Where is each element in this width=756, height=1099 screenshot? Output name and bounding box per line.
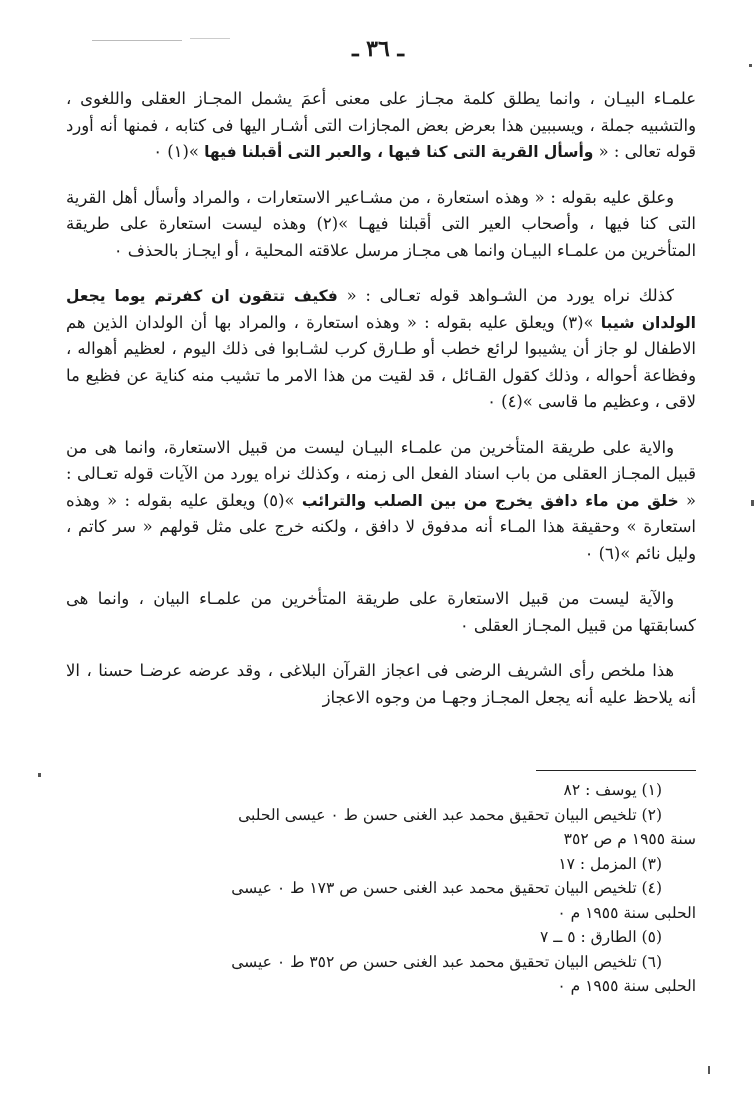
- footnote-separator: [536, 770, 696, 771]
- paragraph: [66, 185, 696, 265]
- footnote: (٦) تلخيص البيان تحقيق محمد عبد الغنى حسن ص ٣٥٢ ط ٠ عيسى: [231, 952, 662, 971]
- paragraph-text: »(٣) ويعلق عليه بقوله : « وهذه استعارة ، والمراد بها أن الولدان الذين هم الاطفال لو جاز أن يشيبوا لرائع خطب أو طـارق كرب لشـابوا فى ذلك اليوم ، لعظيم أهواله ، وفظاعة أحواله ، وذلك كقول القـائل ، قد لقيت من هذا الامر ما تشيب منه كناية عن فظيع ما لاقى ، وعظيم ما قاسى »(٤) ٠: [66, 312, 696, 411]
- scan-speck: [749, 64, 752, 67]
- page-number: ـ ٣٦ ـ: [352, 36, 404, 62]
- paragraph-text: وعلق عليه بقوله : « وهذه استعارة ، من مشـاعير الاستعارات ، والمراد وأسأل أهل القرية التى كنا فيها ، وأصحاب العير التى أقبلنا فيهـا »(٢) وهذه ليست استعارة على طريقة المتأخرين من علمـاء البيـان وانما هى مجـاز مرسل علاقته المحلية ، أو ايجـاز بالحذف ٠: [66, 187, 696, 260]
- footnote: (٤) تلخيص البيان تحقيق محمد عبد الغنى حسن ص ١٧٣ ط ٠ عيسى: [231, 879, 662, 897]
- paragraph-text: »(١) ٠: [153, 142, 205, 161]
- quran-verse: فكيف تتقون ان كفرتم يوما يجعل الولدان شيبا: [66, 287, 696, 332]
- footnote: (١) يوسف : ٨٢: [563, 781, 662, 799]
- paragraph-text: علمـاء البيـان ، وانما يطلق كلمة مجـاز على معنى أعمَ يشمل المجـاز العقلى واللغوى ، والتشبيه جملة ، ويسببين هذا بعرض بعض المجازات التى أشـار اليها فى كتابه ، فمنها أنه أورد قوله تعالى : «: [66, 89, 696, 161]
- footnote-continuation: الحلبى سنة ١٩٥٥ م ٠: [557, 977, 696, 995]
- paragraph: [66, 586, 696, 639]
- scan-speck: [38, 773, 41, 777]
- paragraph-text: والآية ليست من قبيل الاستعارة على طريقة المتأخرين من علمـاء البيان ، وانما هى كسابقتها من قبيل المجـاز العقلى ٠: [66, 589, 696, 635]
- paragraph: [66, 86, 696, 166]
- footnote: (٥) الطارق : ٥ ــ ٧: [539, 928, 662, 946]
- footnote-continuation: سنة ١٩٥٥ م ص ٣٥٢: [563, 830, 696, 848]
- scan-speck: [708, 1066, 710, 1074]
- paragraph-text: »(٥) ويعلق عليه بقوله : « وهذه استعارة » وحقيقة هذا المـاء أنه مدفوق لا دافق ، ولكنه خرج على مثل قولهم « سر كاتم ، وليل نائم »(٦) ٠: [66, 490, 696, 563]
- footnotes: [56, 778, 696, 999]
- paragraph: [66, 435, 696, 568]
- scan-speck: [751, 500, 754, 506]
- quran-verse: خلق من ماء دافق يخرج من بين الصلب والترائب: [301, 491, 679, 510]
- quran-verse: وأسأل القرية التى كنا فيها ، والعبر التى أقبلنا فيها: [204, 143, 594, 161]
- footnote-continuation: الحلبى سنة ١٩٥٥ م ٠: [557, 903, 696, 922]
- paragraph-text: هذا ملخص رأى الشريف الرضى فى اعجاز القرآن البلاغى ، وقد عرضه عرضـا حسنا ، الا أنه يلاحظ عليه أنه يجعل المجـاز وجهـا من وجوه الاعجاز: [66, 661, 696, 707]
- paragraph-text: والاية على طريقة المتأخرين من علمـاء البيـان ليست من قبيل الاستعارة، وانما هى من قبيل المجـاز العقلى من باب اسناد الفعل الى زمنه ، وكذلك نراه يورد من الآيات قوله تعـالى : «: [66, 437, 696, 510]
- footnote: (٣) المزمل : ١٧: [558, 854, 662, 873]
- body-text: [66, 86, 696, 730]
- paragraph-text: كذلك نراه يورد من الشـواهد قوله تعـالى : «: [337, 286, 674, 305]
- paragraph: [66, 658, 696, 711]
- footnote: (٢) تلخيص البيان تحقيق محمد عبد الغنى حسن ط ٠ عيسى الحلبى: [238, 805, 662, 824]
- paragraph: [66, 283, 696, 416]
